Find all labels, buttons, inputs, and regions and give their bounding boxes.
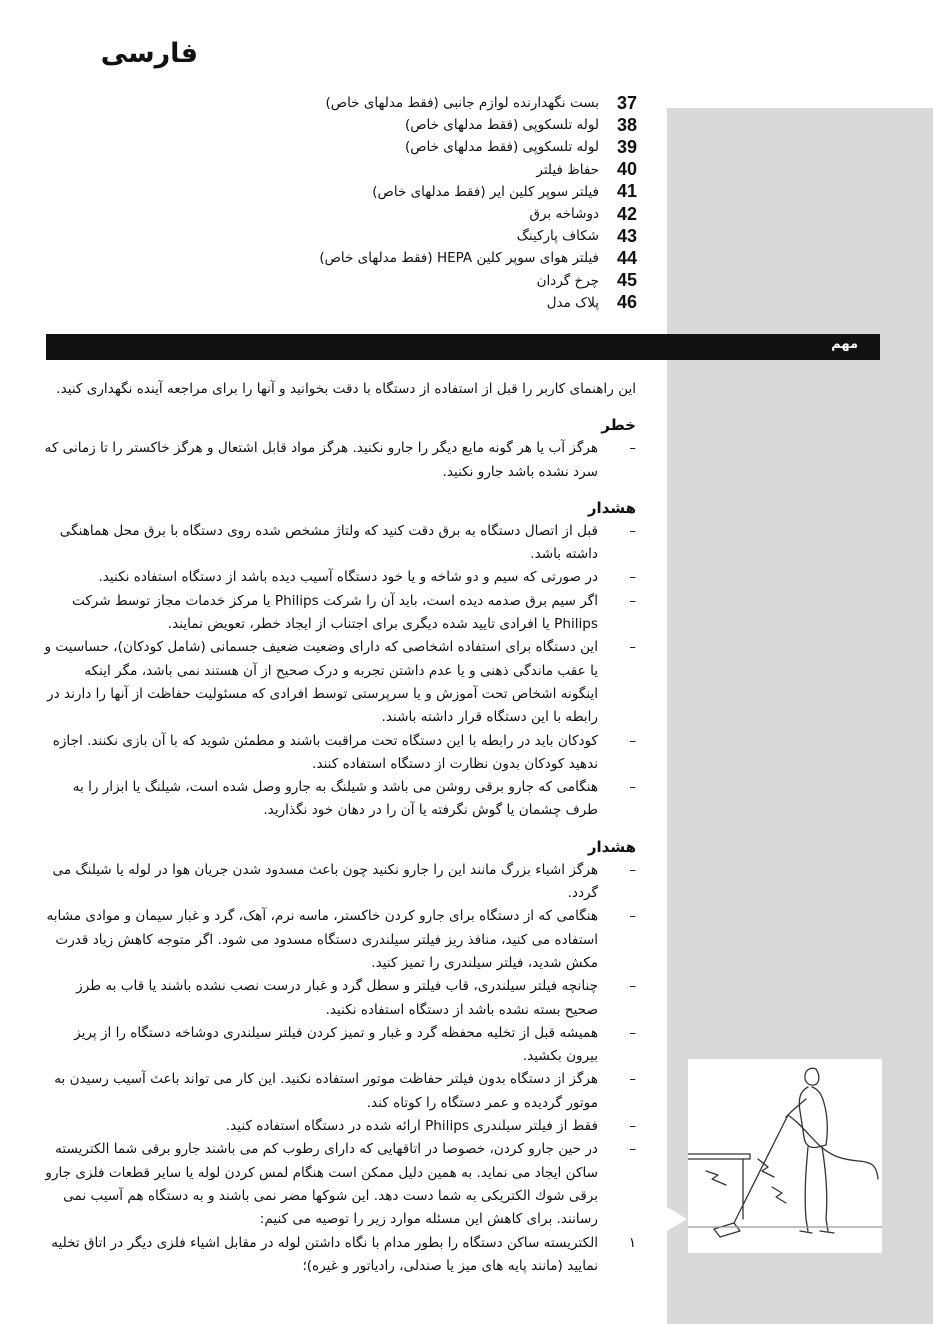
list-item [44,859,636,906]
list-item [44,566,636,589]
item-text: این دستگاه برای استفاده اشخاصی که دارای وضعیت ضعیف جسمانی (شامل کودکان)، حساسیت و یا عقب ماندگی ذهنی و یا عدم داشتن تجربه و درک صحیح از آن هستند نمی باشد، مگر اینکه اینگونه اشخاص تحت آموزش و یا سرپرستی توسط افرادی که مسئولیت حفاظت از آنها را دارند در رابطه با این دستگاه قرار داشته باشند. [44,639,598,726]
bullet: – [629,1118,636,1135]
list-item [44,1022,636,1069]
part-number: 37 [616,92,637,113]
bullet: – [629,861,636,878]
list-item [44,1068,636,1115]
part-label: شکاف پارکینگ [516,228,599,245]
part-number: 41 [616,181,637,202]
part-label: بست نگهدارنده لوازم جانبی (فقط مدلهای خاص) [325,95,599,112]
bullet: – [629,779,636,796]
language-title: فارسی [100,38,198,69]
bullet: – [629,639,636,656]
section-heading-danger: خطر [601,416,636,435]
part-number: 43 [616,225,637,246]
item-text: هرگز آب یا هر گونه مایع دیگر را جارو نکنید. هرگز مواد قابل اشتعال و هرگز خاکستر را تا زمانی که سرد نشده باشد جارو نکنید. [44,440,598,480]
list-item [44,905,636,975]
list-item [44,437,636,484]
bullet: – [629,1141,636,1158]
banner-label: مهم [831,337,858,352]
danger-list [44,437,636,484]
spark-lower [772,1187,786,1203]
list-item [44,1115,636,1138]
bullet: – [629,1071,636,1088]
part-row [117,247,637,269]
spark-right [758,1159,774,1177]
item-text: در حین جارو کردن، خصوصا در اتاقهایی که دارای رطوب کم می باشند جارو برقی شما الکتریسته ساکن ایجاد می نماید. به همین دلیل ممکن است هنگام لمس کردن لوله یا سایر قطعات فلزی جارو برقی شوك الکتریکی به شما دست دهد. این شوکها مضر نمی باشند و به دستگاه هم آسیب نمی رسانند. برای کاهش این مسئله موارد زیر را توصیه می کنیم: [45,1141,598,1228]
vacuum-illustration [688,1059,882,1253]
table-top [688,1154,750,1159]
bullet: – [629,732,636,749]
bullet: – [629,978,636,995]
bullet: – [629,908,636,925]
part-row [117,203,637,225]
spark-left [706,1171,726,1185]
item-text: هنگامی که جارو برقی روشن می باشد و شیلنگ به جارو وصل شده است، شیلنگ یا ابزار را به طرف چشمان یا گوش نگرفته یا آن را در دهان خود نگذارید. [72,779,598,819]
caution-list [44,859,636,1278]
item-text: هرگز از دستگاه بدون فیلتر حفاظت موتور استفاده نکنید. این کار می تواند باعث آسیب رسیدن به موتور گردیده و عمر دستگاه را کوتاه کند. [54,1071,598,1111]
item-text: در صورتی که سیم و دو شاخه و یا خود دستگاه آسیب دیده باشد از دستگاه استفاده نکنید. [98,569,598,586]
part-row [117,270,637,292]
bullet: – [629,592,636,609]
part-row [117,225,637,247]
person-arm [786,1099,806,1117]
part-row [117,136,637,158]
bullet: – [629,522,636,539]
warning-list [44,520,636,823]
bullet: – [629,569,636,586]
part-label: پلاک مدل [546,294,599,311]
bullet: – [629,1024,636,1041]
item-text: الکتریسته ساکن دستگاه را بطور مدام با نگاه داشتن لوله در مقابل اشیاء فلزی دیگر در اتاق تخلیه نمایید (مانند پایه های میز یا صندلی، رادیاتور و غیره)؛ [51,1234,598,1274]
vacuum-nozzle [714,1223,740,1237]
item-text: قبل از اتصال دستگاه به برق دقت کنید که ولتاژ مشخص شده روی دستگاه با برق محل هماهنگی داشته باشد. [59,522,598,563]
part-number: 44 [616,247,637,268]
part-number: 45 [616,270,637,291]
part-label: لوله تلسکوپی (فقط مدلهای خاص) [404,139,599,156]
part-label: چرخ گردان [536,272,599,289]
list-item [44,1232,636,1279]
item-text: همیشه قبل از تخلیه محفظه گرد و غبار و تمیز کردن فیلتر سیلندری دوشاخه دستگاه را از پریز بیرون بکشید. [74,1024,598,1065]
intro-paragraph: این راهنمای کاربر را قبل از استفاده از دستگاه با دقت بخوانید و آنها را برای مراجعه آینده نگهداری کنید. [56,381,636,397]
list-item [44,590,636,637]
part-label: فیلتر هوای سوپر کلین HEPA (فقط مدلهای خاص) [319,250,599,267]
person-leg-left [805,1147,808,1231]
part-row [117,92,637,114]
part-label: فیلتر سوپر کلین ایر (فقط مدلهای خاص) [372,183,599,200]
part-row [117,292,637,314]
person-leg-right [822,1147,828,1231]
sidebar-notch [667,1207,687,1231]
item-text: کودکان باید در رابطه با این دستگاه تحت مراقبت باشند و مطمئن شوید که با آن بازی نکنند. اجازه ندهید کودکان بدون نظارت از دستگاه استفاده کنند. [52,732,598,772]
main-content [44,378,636,1290]
part-number: 40 [616,159,637,180]
part-row [117,159,637,181]
list-item [44,776,636,823]
list-item [44,1138,636,1231]
item-text: هرگز اشیاء بزرگ مانند این را جارو نکنید چون باعث مسدود شدن جریان هوا در لوله یا شیلنگ می گردد. [52,861,598,902]
section-heading-warning: هشدار [587,498,636,517]
list-item [44,636,636,729]
person-head [805,1068,819,1085]
item-text: چنانچه فیلتر سیلندری، قاب فیلتر و سطل گرد و غبار درست نصب نشده باشند یا قاب به طرز صحیح بسته نشده باشد از دستگاه استفاده نکنید. [76,978,598,1018]
vacuum-tube [734,1115,788,1223]
section-heading-caution: هشدار [587,837,636,856]
list-item [44,975,636,1022]
bullet: – [629,440,636,457]
parts-list [117,92,637,314]
item-text: هنگامی که از دستگاه برای جارو کردن خاکستر، ماسه نرم، آهک، گرد و غبار سیمان و موادی مشابه استفاده می کنید، منافذ ریز فیلتر سیلندری دستگاه مسدود می شود. اگر متوجه کاهش زیاد قدرت مکش شدید، فیلتر سیلندری را تمیز کنید. [46,908,598,971]
part-number: 39 [616,136,637,157]
item-text: اگر سیم برق صدمه دیده است، باید آن را شرکت Philips یا مرکز خدمات مجاز توسط شرکت Philips یا افرادی تایید شده دیگری برای اجتناب از ایجاد خطر، تعویض نمایند. [71,592,598,633]
bullet: ۱ [628,1234,636,1251]
part-label: حفاظ فیلتر [536,161,599,178]
part-number: 46 [616,292,637,313]
item-text: فقط از فیلتر سیلندری Philips ارائه شده در دستگاه استفاده کنید. [225,1118,598,1135]
vacuum-user-drawing [688,1059,882,1253]
part-number: 38 [616,114,637,135]
part-number: 42 [616,203,637,224]
list-item [44,730,636,777]
part-row [117,114,637,136]
section-banner [46,334,880,360]
person-feet [800,1231,834,1233]
part-label: لوله تلسکوپی (فقط مدلهای خاص) [404,117,599,134]
part-label: دوشاخه برق [529,206,599,223]
list-item [44,520,636,567]
part-row [117,181,637,203]
